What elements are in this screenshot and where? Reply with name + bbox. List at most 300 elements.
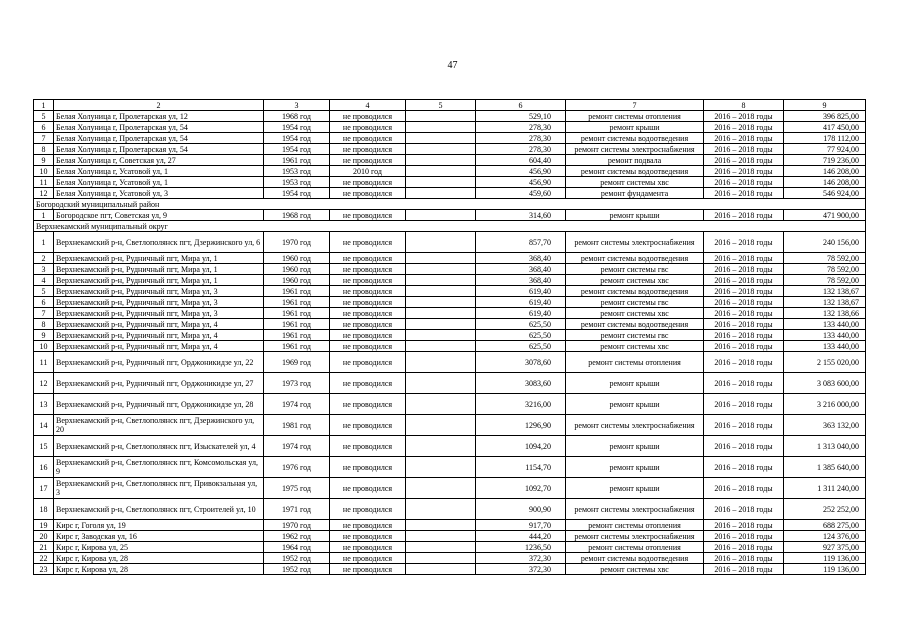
column-5-cell — [406, 564, 476, 575]
build-year-cell: 1954 год — [264, 122, 330, 133]
period-cell: 2016 – 2018 годы — [704, 133, 784, 144]
row-number: 10 — [34, 166, 54, 177]
build-year-cell: 1961 год — [264, 286, 330, 297]
period-cell: 2016 – 2018 годы — [704, 275, 784, 286]
area-cell: 619,40 — [476, 297, 566, 308]
period-cell: 2016 – 2018 годы — [704, 144, 784, 155]
build-year-cell: 1960 год — [264, 253, 330, 264]
cost-cell: 178 112,00 — [784, 133, 866, 144]
last-repair-cell: не проводился — [330, 352, 406, 373]
cost-cell: 1 313 040,00 — [784, 436, 866, 457]
column-header: 9 — [784, 100, 866, 111]
last-repair-cell: не проводился — [330, 436, 406, 457]
area-cell: 1296,90 — [476, 415, 566, 436]
address-cell: Кирс г, Кирова ул, 28 — [54, 553, 264, 564]
cost-cell: 132 138,66 — [784, 308, 866, 319]
build-year-cell: 1954 год — [264, 133, 330, 144]
row-number: 9 — [34, 330, 54, 341]
work-type-cell: ремонт системы отопления — [566, 111, 704, 122]
area-cell: 278,30 — [476, 122, 566, 133]
table-row — [34, 436, 866, 457]
column-5-cell — [406, 155, 476, 166]
period-cell: 2016 – 2018 годы — [704, 122, 784, 133]
cost-cell: 3 216 000,00 — [784, 394, 866, 415]
last-repair-cell: не проводился — [330, 478, 406, 499]
address-cell: Кирс г, Заводская ул, 16 — [54, 531, 264, 542]
last-repair-cell: не проводился — [330, 308, 406, 319]
cost-cell: 124 376,00 — [784, 531, 866, 542]
address-cell: Верхнекамский р-н, Рудничный пгт, Мира ул, 1 — [54, 275, 264, 286]
cost-cell: 240 156,00 — [784, 232, 866, 253]
row-number: 8 — [34, 144, 54, 155]
period-cell: 2016 – 2018 годы — [704, 394, 784, 415]
work-type-cell: ремонт системы электроснабжения — [566, 144, 704, 155]
last-repair-cell: не проводился — [330, 341, 406, 352]
section-title: Богородский муниципальный район — [34, 199, 866, 210]
address-cell: Верхнекамский р-н, Рудничный пгт, Мира ул, 4 — [54, 319, 264, 330]
work-type-cell: ремонт крыши — [566, 373, 704, 394]
period-cell: 2016 – 2018 годы — [704, 457, 784, 478]
column-5-cell — [406, 478, 476, 499]
cost-cell: 546 924,00 — [784, 188, 866, 199]
column-5-cell — [406, 330, 476, 341]
work-type-cell: ремонт системы водоотведения — [566, 553, 704, 564]
address-cell: Белая Холуница г, Советская ул, 27 — [54, 155, 264, 166]
row-number: 12 — [34, 373, 54, 394]
work-type-cell: ремонт крыши — [566, 457, 704, 478]
area-cell: 917,70 — [476, 520, 566, 531]
last-repair-cell: не проводился — [330, 210, 406, 221]
build-year-cell: 1961 год — [264, 297, 330, 308]
area-cell: 529,10 — [476, 111, 566, 122]
address-cell: Кирс г, Кирова ул, 28 — [54, 564, 264, 575]
column-5-cell — [406, 553, 476, 564]
last-repair-cell: не проводился — [330, 297, 406, 308]
area-cell: 3216,00 — [476, 394, 566, 415]
build-year-cell: 1970 год — [264, 520, 330, 531]
column-5-cell — [406, 264, 476, 275]
address-cell: Верхнекамский р-н, Светлополянск пгт, Дзержинского ул, 20 — [54, 415, 264, 436]
last-repair-cell: не проводился — [330, 330, 406, 341]
cost-cell: 719 236,00 — [784, 155, 866, 166]
build-year-cell: 1961 год — [264, 155, 330, 166]
column-5-cell — [406, 520, 476, 531]
cost-cell: 417 450,00 — [784, 122, 866, 133]
work-type-cell: ремонт системы хвс — [566, 308, 704, 319]
work-type-cell: ремонт системы хвс — [566, 177, 704, 188]
cost-cell: 927 375,00 — [784, 542, 866, 553]
work-type-cell: ремонт системы отопления — [566, 542, 704, 553]
column-5-cell — [406, 499, 476, 520]
row-number: 2 — [34, 253, 54, 264]
column-5-cell — [406, 275, 476, 286]
period-cell: 2016 – 2018 годы — [704, 531, 784, 542]
table-row — [34, 144, 866, 155]
period-cell: 2016 – 2018 годы — [704, 553, 784, 564]
row-number: 17 — [34, 478, 54, 499]
area-cell: 3083,60 — [476, 373, 566, 394]
period-cell: 2016 – 2018 годы — [704, 415, 784, 436]
area-cell: 444,20 — [476, 531, 566, 542]
area-cell: 372,30 — [476, 553, 566, 564]
row-number: 3 — [34, 264, 54, 275]
page-number: 47 — [447, 60, 458, 71]
area-cell: 900,90 — [476, 499, 566, 520]
column-header: 2 — [54, 100, 264, 111]
last-repair-cell: не проводился — [330, 415, 406, 436]
area-cell: 625,50 — [476, 330, 566, 341]
build-year-cell: 1962 год — [264, 531, 330, 542]
row-number: 5 — [34, 111, 54, 122]
column-5-cell — [406, 297, 476, 308]
row-number: 7 — [34, 133, 54, 144]
period-cell: 2016 – 2018 годы — [704, 297, 784, 308]
address-cell: Белая Холуница г, Усатовой ул, 1 — [54, 166, 264, 177]
table-row — [34, 319, 866, 330]
table-row — [34, 415, 866, 436]
section-row — [34, 199, 866, 210]
period-cell: 2016 – 2018 годы — [704, 564, 784, 575]
build-year-cell: 1964 год — [264, 542, 330, 553]
period-cell: 2016 – 2018 годы — [704, 286, 784, 297]
area-cell: 456,90 — [476, 177, 566, 188]
row-number: 1 — [34, 232, 54, 253]
address-cell: Верхнекамский р-н, Светлополянск пгт, Дзержинского ул, 6 — [54, 232, 264, 253]
work-type-cell: ремонт системы хвс — [566, 341, 704, 352]
build-year-cell: 1960 год — [264, 275, 330, 286]
column-header: 7 — [566, 100, 704, 111]
table-row — [34, 352, 866, 373]
table-row — [34, 531, 866, 542]
last-repair-cell: не проводился — [330, 499, 406, 520]
last-repair-cell: не проводился — [330, 111, 406, 122]
table-row — [34, 286, 866, 297]
work-type-cell: ремонт крыши — [566, 122, 704, 133]
work-type-cell: ремонт подвала — [566, 155, 704, 166]
address-cell: Белая Холуница г, Пролетарская ул, 54 — [54, 122, 264, 133]
cost-cell: 133 440,00 — [784, 330, 866, 341]
cost-cell: 3 083 600,00 — [784, 373, 866, 394]
period-cell: 2016 – 2018 годы — [704, 264, 784, 275]
area-cell: 1092,70 — [476, 478, 566, 499]
column-5-cell — [406, 341, 476, 352]
address-cell: Верхнекамский р-н, Рудничный пгт, Мира ул, 1 — [54, 264, 264, 275]
column-5-cell — [406, 188, 476, 199]
row-number: 8 — [34, 319, 54, 330]
table-row — [34, 264, 866, 275]
build-year-cell: 1953 год — [264, 166, 330, 177]
address-cell: Верхнекамский р-н, Рудничный пгт, Мира ул, 4 — [54, 341, 264, 352]
cost-cell: 78 592,00 — [784, 275, 866, 286]
area-cell: 619,40 — [476, 308, 566, 319]
work-type-cell: ремонт системы хвс — [566, 564, 704, 575]
table-row — [34, 499, 866, 520]
cost-cell: 471 900,00 — [784, 210, 866, 221]
table-row — [34, 564, 866, 575]
address-cell: Верхнекамский р-н, Светлополянск пгт, Комсомольская ул, 9 — [54, 457, 264, 478]
last-repair-cell: не проводился — [330, 232, 406, 253]
table-row — [34, 275, 866, 286]
address-cell: Белая Холуница г, Пролетарская ул, 12 — [54, 111, 264, 122]
area-cell: 1094,20 — [476, 436, 566, 457]
work-type-cell: ремонт системы гвс — [566, 297, 704, 308]
build-year-cell: 1968 год — [264, 111, 330, 122]
work-type-cell: ремонт системы гвс — [566, 264, 704, 275]
build-year-cell: 1961 год — [264, 308, 330, 319]
address-cell: Верхнекамский р-н, Рудничный пгт, Орджоникидзе ул, 27 — [54, 373, 264, 394]
work-type-cell: ремонт системы водоотведения — [566, 253, 704, 264]
last-repair-cell: не проводился — [330, 177, 406, 188]
column-5-cell — [406, 144, 476, 155]
area-cell: 3078,60 — [476, 352, 566, 373]
column-5-cell — [406, 122, 476, 133]
section-row — [34, 221, 866, 232]
work-type-cell: ремонт крыши — [566, 394, 704, 415]
address-cell: Белая Холуница г, Пролетарская ул, 54 — [54, 144, 264, 155]
column-5-cell — [406, 373, 476, 394]
address-cell: Кирс г, Кирова ул, 25 — [54, 542, 264, 553]
cost-cell: 252 252,00 — [784, 499, 866, 520]
column-5-cell — [406, 166, 476, 177]
address-cell: Верхнекамский р-н, Рудничный пгт, Мира ул, 3 — [54, 286, 264, 297]
last-repair-cell: не проводился — [330, 286, 406, 297]
column-5-cell — [406, 436, 476, 457]
cost-cell: 1 311 240,00 — [784, 478, 866, 499]
area-cell: 604,40 — [476, 155, 566, 166]
address-cell: Белая Холуница г, Пролетарская ул, 54 — [54, 133, 264, 144]
row-number: 1 — [34, 210, 54, 221]
period-cell: 2016 – 2018 годы — [704, 253, 784, 264]
period-cell: 2016 – 2018 годы — [704, 373, 784, 394]
build-year-cell: 1974 год — [264, 394, 330, 415]
table-row — [34, 520, 866, 531]
cost-cell: 78 592,00 — [784, 264, 866, 275]
last-repair-cell: не проводился — [330, 144, 406, 155]
area-cell: 619,40 — [476, 286, 566, 297]
build-year-cell: 1961 год — [264, 319, 330, 330]
period-cell: 2016 – 2018 годы — [704, 188, 784, 199]
column-header: 3 — [264, 100, 330, 111]
build-year-cell: 1976 год — [264, 457, 330, 478]
area-cell: 456,90 — [476, 166, 566, 177]
column-5-cell — [406, 210, 476, 221]
row-number: 11 — [34, 177, 54, 188]
work-type-cell: ремонт системы электроснабжения — [566, 232, 704, 253]
row-number: 10 — [34, 341, 54, 352]
work-type-cell: ремонт системы электроснабжения — [566, 531, 704, 542]
last-repair-cell: не проводился — [330, 122, 406, 133]
area-cell: 368,40 — [476, 264, 566, 275]
build-year-cell: 1971 год — [264, 499, 330, 520]
address-cell: Верхнекамский р-н, Рудничный пгт, Орджоникидзе ул, 28 — [54, 394, 264, 415]
cost-cell: 133 440,00 — [784, 341, 866, 352]
table-row — [34, 188, 866, 199]
table-row — [34, 232, 866, 253]
period-cell: 2016 – 2018 годы — [704, 478, 784, 499]
period-cell: 2016 – 2018 годы — [704, 352, 784, 373]
cost-cell: 396 825,00 — [784, 111, 866, 122]
cost-cell: 2 155 020,00 — [784, 352, 866, 373]
last-repair-cell: не проводился — [330, 275, 406, 286]
row-number: 5 — [34, 286, 54, 297]
period-cell: 2016 – 2018 годы — [704, 232, 784, 253]
work-type-cell: ремонт системы водоотведения — [566, 166, 704, 177]
table-row — [34, 308, 866, 319]
table-row — [34, 133, 866, 144]
build-year-cell: 1975 год — [264, 478, 330, 499]
period-cell: 2016 – 2018 годы — [704, 155, 784, 166]
last-repair-cell: не проводился — [330, 394, 406, 415]
work-type-cell: ремонт системы водоотведения — [566, 319, 704, 330]
work-type-cell: ремонт крыши — [566, 478, 704, 499]
last-repair-cell: не проводился — [330, 155, 406, 166]
work-type-cell: ремонт системы водоотведения — [566, 133, 704, 144]
work-type-cell: ремонт системы отопления — [566, 352, 704, 373]
period-cell: 2016 – 2018 годы — [704, 319, 784, 330]
table-row — [34, 553, 866, 564]
row-number: 12 — [34, 188, 54, 199]
address-cell: Верхнекамский р-н, Светлополянск пгт, Изыскателей ул, 4 — [54, 436, 264, 457]
period-cell: 2016 – 2018 годы — [704, 499, 784, 520]
column-5-cell — [406, 415, 476, 436]
table-row — [34, 373, 866, 394]
column-5-cell — [406, 457, 476, 478]
period-cell: 2016 – 2018 годы — [704, 436, 784, 457]
last-repair-cell: не проводился — [330, 520, 406, 531]
cost-cell: 78 592,00 — [784, 253, 866, 264]
work-type-cell: ремонт системы водоотведения — [566, 286, 704, 297]
period-cell: 2016 – 2018 годы — [704, 542, 784, 553]
area-cell: 278,30 — [476, 144, 566, 155]
last-repair-cell: не проводился — [330, 531, 406, 542]
address-cell: Верхнекамский р-н, Рудничный пгт, Мира ул, 3 — [54, 297, 264, 308]
row-number: 19 — [34, 520, 54, 531]
work-type-cell: ремонт крыши — [566, 436, 704, 457]
column-5-cell — [406, 531, 476, 542]
address-cell: Верхнекамский р-н, Рудничный пгт, Мира ул, 3 — [54, 308, 264, 319]
column-5-cell — [406, 111, 476, 122]
build-year-cell: 1973 год — [264, 373, 330, 394]
area-cell: 459,60 — [476, 188, 566, 199]
build-year-cell: 1974 год — [264, 436, 330, 457]
area-cell: 1236,50 — [476, 542, 566, 553]
area-cell: 857,70 — [476, 232, 566, 253]
column-header: 5 — [406, 100, 476, 111]
build-year-cell: 1968 год — [264, 210, 330, 221]
area-cell: 372,30 — [476, 564, 566, 575]
table-row — [34, 210, 866, 221]
last-repair-cell: не проводился — [330, 253, 406, 264]
column-5-cell — [406, 308, 476, 319]
last-repair-cell: не проводился — [330, 188, 406, 199]
area-cell: 625,50 — [476, 319, 566, 330]
address-cell: Богородское пгт, Советская ул, 9 — [54, 210, 264, 221]
build-year-cell: 1961 год — [264, 330, 330, 341]
last-repair-cell: не проводился — [330, 264, 406, 275]
build-year-cell: 1954 год — [264, 144, 330, 155]
table-row — [34, 111, 866, 122]
table-row — [34, 478, 866, 499]
table-row — [34, 330, 866, 341]
last-repair-cell: 2010 год — [330, 166, 406, 177]
last-repair-cell: не проводился — [330, 564, 406, 575]
last-repair-cell: не проводился — [330, 542, 406, 553]
build-year-cell: 1981 год — [264, 415, 330, 436]
address-cell: Верхнекамский р-н, Светлополянск пгт, Строителей ул, 10 — [54, 499, 264, 520]
area-cell: 278,30 — [476, 133, 566, 144]
column-5-cell — [406, 133, 476, 144]
work-type-cell: ремонт системы хвс — [566, 275, 704, 286]
table-row — [34, 122, 866, 133]
work-type-cell: ремонт фундамента — [566, 188, 704, 199]
address-cell: Кирс г, Гоголя ул, 19 — [54, 520, 264, 531]
build-year-cell: 1953 год — [264, 177, 330, 188]
row-number: 7 — [34, 308, 54, 319]
column-5-cell — [406, 232, 476, 253]
row-number: 6 — [34, 122, 54, 133]
table-row — [34, 166, 866, 177]
last-repair-cell: не проводился — [330, 553, 406, 564]
section-title: Верхнекамский муниципальный округ — [34, 221, 866, 232]
table-row — [34, 297, 866, 308]
work-type-cell: ремонт системы отопления — [566, 520, 704, 531]
column-5-cell — [406, 352, 476, 373]
period-cell: 2016 – 2018 годы — [704, 330, 784, 341]
table-body — [34, 100, 866, 575]
row-number: 11 — [34, 352, 54, 373]
address-cell: Белая Холуница г, Усатовой ул, 1 — [54, 177, 264, 188]
build-year-cell: 1952 год — [264, 564, 330, 575]
last-repair-cell: не проводился — [330, 319, 406, 330]
period-cell: 2016 – 2018 годы — [704, 520, 784, 531]
cost-cell: 119 136,00 — [784, 564, 866, 575]
cost-cell: 146 208,00 — [784, 166, 866, 177]
address-cell: Белая Холуница г, Усатовой ул, 3 — [54, 188, 264, 199]
row-number: 14 — [34, 415, 54, 436]
table-row — [34, 394, 866, 415]
row-number: 13 — [34, 394, 54, 415]
column-5-cell — [406, 319, 476, 330]
period-cell: 2016 – 2018 годы — [704, 177, 784, 188]
area-cell: 368,40 — [476, 275, 566, 286]
address-cell: Верхнекамский р-н, Рудничный пгт, Орджоникидзе ул, 22 — [54, 352, 264, 373]
row-number: 23 — [34, 564, 54, 575]
column-header: 1 — [34, 100, 54, 111]
period-cell: 2016 – 2018 годы — [704, 210, 784, 221]
address-cell: Верхнекамский р-н, Рудничный пгт, Мира ул, 1 — [54, 253, 264, 264]
table-row — [34, 341, 866, 352]
area-cell: 625,50 — [476, 341, 566, 352]
row-number: 16 — [34, 457, 54, 478]
table-row — [34, 177, 866, 188]
cost-cell: 133 440,00 — [784, 319, 866, 330]
work-type-cell: ремонт системы электроснабжения — [566, 499, 704, 520]
build-year-cell: 1952 год — [264, 553, 330, 564]
build-year-cell: 1954 год — [264, 188, 330, 199]
cost-cell: 132 138,67 — [784, 286, 866, 297]
build-year-cell: 1960 год — [264, 264, 330, 275]
build-year-cell: 1961 год — [264, 341, 330, 352]
period-cell: 2016 – 2018 годы — [704, 341, 784, 352]
table-row — [34, 155, 866, 166]
period-cell: 2016 – 2018 годы — [704, 166, 784, 177]
address-cell: Верхнекамский р-н, Рудничный пгт, Мира ул, 4 — [54, 330, 264, 341]
last-repair-cell: не проводился — [330, 133, 406, 144]
table-row — [34, 542, 866, 553]
work-type-cell: ремонт системы электроснабжения — [566, 415, 704, 436]
cost-cell: 146 208,00 — [784, 177, 866, 188]
row-number: 15 — [34, 436, 54, 457]
